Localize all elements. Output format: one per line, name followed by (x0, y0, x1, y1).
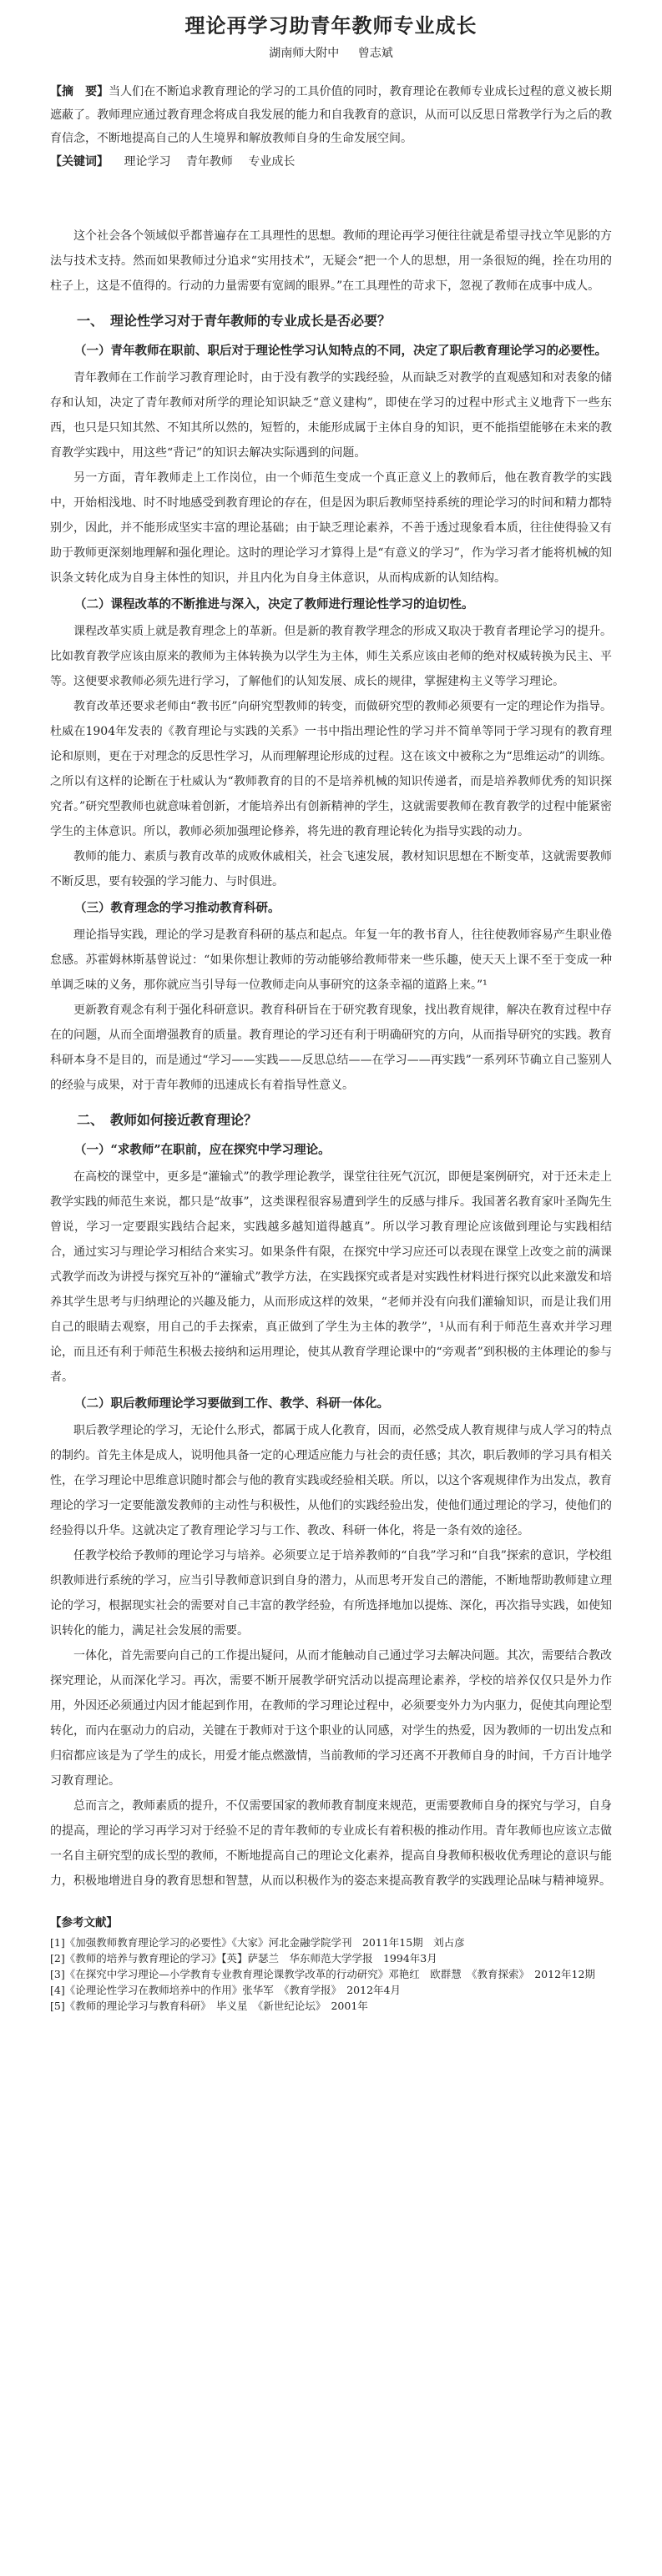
reference-item: [5]《教师的理论学习与教育科研》 毕义星 《新世纪论坛》 2001年 (50, 2000, 368, 2012)
keyword: 专业成长 (248, 155, 296, 169)
reference-item: [3]《在探究中学习理论—小学教育专业教育理论课教学改革的行动研究》邓艳红 欧群慧 《教育探索》 2012年12期 (50, 1968, 595, 1980)
body-paragraph: 教育改革还要求老师由“教书匠”向研究型教师的转变，而做研究型的教师必须要有一定的理论作为指导。杜威在1904年发表的《教育理论与实践的关系》一书中指出理论性的学习并不简单等同于学习现有的教育理论和原则，更在于对理念的反思性学习，从而理解理论形成的过程。这在该文中被称之为“思维运动”的训练。之所以有这样的论断在于杜威认为“教师教育的目的不是培养机械的知识传递者，而是培养教师优秀的知识探究者。”研究型教师也就意味着创新，才能培养出有创新精神的学生，这就需要教师在教育教学的过程中能紧密学生的主体意识。所以，教师必须加强理论修养，将先进的教育理论转化为指导实践的动力。 (50, 700, 612, 838)
abstract-label: 【摘 要】 (50, 85, 109, 98)
body-paragraph: 总而言之，教师素质的提升，不仅需要国家的教师教育制度来规范，更需要教师自身的探究与学习，自身的提高，理论的学习再学习对于经验不足的青年教师的专业成长有着积极的推动作用。青年教师也应该立志做一名自主研究型的成长型的教师，不断地提高自己的理论文化素养，提高自身教师积极收优秀理论的意识与能力，积极地增进自身的教育思想和智慧，从而以积极作为的姿态来提高教育教学的实践理论品味与精神境界。 (50, 1799, 612, 1888)
author-line (50, 45, 612, 62)
reference-list (50, 1935, 612, 2014)
body-paragraph: 任教学校给予教师的理论学习与培养。必须要立足于培养教师的“自我”学习和“自我”探索的意识，学校组织教师进行系统的学习，应当引导教师意识到自身的潜力，从而思考开发自己的潜能，不断地帮助教师建立理论的学习，根据现实社会的需要对自己丰富的教学经验，有所选择地加以提炼、深化，再次指导实践，如使知识转化的能力，满足社会发展的需要。 (50, 1549, 612, 1638)
intro-paragraph: 这个社会各个领域似乎都普遍存在工具理性的思想。教师的理论再学习便往往就是希望寻找立竿见影的方法与技术支持。然而如果教师过分追求“实用技术”，无疑会“把一个人的思想，用一条很短的绳，拴在功用的柱子上，这是不值得的。行动的力量需要有宽阔的眼界。”在工具理性的苛求下，忽视了教师在成事中成人。 (50, 229, 612, 293)
keywords (50, 150, 612, 174)
keyword: 理论学习 (124, 155, 171, 169)
body-paragraph: 理论指导实践，理论的学习是教育科研的基点和起点。年复一年的教书育人，往往使教师容易产生职业倦怠感。苏霍姆林斯基曾说过：“如果你想让教师的劳动能够给教师带来一些乐趣，使天天上课不至于变成一种单调乏味的义务，那你就应当引导每一位教师走向从事研究的这条幸福的道路上来。”¹ (50, 928, 612, 992)
subsection-heading: （二）课程改革的不断推进与深入，决定了教师进行理论性学习的迫切性。 (74, 597, 474, 611)
body-paragraph: 青年教师在工作前学习教育理论时，由于没有教学的实践经验，从而缺乏对教学的直观感知和对表象的储存和认知，决定了青年教师对所学的理论知识缺乏“意义建构”，即使在学习的过程中形式主义地背下一些东西，也只是只知其然、不知其所以然的，短暂的，未能形成属于主体自身的知识，更不能指望能够在未来的教育教学实践中，用这些“背记”的知识去解决实际遇到的问题。 (50, 371, 612, 460)
body-paragraph: 课程改革实质上就是教育理念上的革新。但是新的教育教学理念的形成又取决于教育者理论学习的提升。比如教育教学应该由原来的教师为主体转换为以学生为主体，师生关系应该由老师的绝对权威转换为民主、平等。这便要求教师必须先进行学习，了解他们的认知发展、成长的规律，掌握建构主义等学习理论。 (50, 625, 612, 688)
section-heading: 一、 理论性学习对于青年教师的专业成长是否必要？ (77, 313, 392, 329)
subsection-heading: （一）“求教师”在职前，应在探究中学习理论。 (74, 1143, 331, 1157)
body-paragraph: 一体化，首先需要向自己的工作提出疑问，从而才能触动自己通过学习去解决问题。其次，需要结合教改探究理论，从而深化学习。再次，需要不断开展教学研究活动以提高理论素养，学校的培养仅仅只是外力作用，外因还必须通过内因才能起到作用，在教师的学习理论过程中，必须要变外力为内驱力，促使其向理论型转化，而内在驱动力的启动，关键在于教师对于这个职业的认同感，对学生的热爱，因为教师的一切出发点和归宿都应该是为了学生的成长，用爱才能点燃激情，当前教师的学习还离不开教师自身的时间，千方百计地学习教育理论。 (50, 1649, 612, 1788)
body-paragraph: 教师的能力、素质与教育改革的成败休戚相关，社会飞速发展，教材知识思想在不断变革，这就需要教师不断反思，要有较强的学习能力、与时俱进。 (50, 850, 612, 888)
reference-item: [2]《教师的培养与教育理论的学习》【英】萨瑟兰 华东师范大学学报 1994年3月 (50, 1952, 437, 1965)
abstract-text: 当人们在不断追求教育理论的学习的工具价值的同时，教育理论在教师专业成长过程的意义被长期遮蔽了。教师理应通过教育理念将成自我发展的能力和自我教育的意识，从而可以反思日常教学行为之后的教育信念，不断地提高自己的人生境界和解放教师自身的生命发展空间。 (50, 85, 613, 145)
references (50, 1915, 612, 2014)
article-title: 理论再学习助青年教师专业成长 (184, 13, 478, 38)
subsection-heading: （三）教育理念的学习推动教育科研。 (74, 901, 280, 915)
section-heading: 二、 教师如何接近教育理论？ (77, 1112, 258, 1128)
subsection-heading: （二）职后教师理论学习要做到工作、教学、科研一体化。 (74, 1396, 389, 1411)
introduction (50, 224, 612, 299)
body-paragraph: 职后教学理论的学习，无论什么形式，都属于成人化教育，因而，必然受成人教育规律与成人学习的特点的制约。首先主体是成人，说明他具备一定的心理适应能力与社会的责任感；其次，职后教师的学习具有相关性，在学习理论中思维意识随时都会与他的教育实践或经验相关联。所以，以这个客观规律作为出发点，教育理论的学习一定要能激发教师的主动性与积极性，从他们的实践经验出发，使他们通过理论的学习，使他们的经验得以升华。这就决定了教育理论学习与工作、教改、科研一体化，将是一条有效的途径。 (50, 1424, 612, 1537)
abstract (50, 80, 612, 150)
subsection-heading: （一）青年教师在职前、职后对于理论性学习认知特点的不同，决定了职后教育理论学习的必要性。 (74, 344, 607, 358)
body-sections (50, 309, 612, 1894)
author-affiliation: 湖南师大附中 (269, 47, 340, 60)
body-paragraph: 另一方面，青年教师走上工作岗位，由一个师范生变成一个真正意义上的教师后，他在教育教学的实践中，开始相浅地、时不时地感受到教育理论的存在，但是因为职后教师坚持系统的理论学习的时间和精力都特别少，因此，并不能形成坚实丰富的理论基础；由于缺乏理论素养，不善于透过现象看本质，往往使得验又有助于教师更深刻地理解和强化理论。这时的理论学习才算得上是“有意义的学习”，作为学习者才能将机械的知识条文转化成为自身主体性的知识，并且内化为自身主体意识，从而构成新的认知结构。 (50, 471, 612, 585)
author-name: 曾志斌 (357, 47, 393, 60)
reference-item: [1]《加强教师教育理论学习的必要性》《大家》河北金融学院学刊 2011年15期 刘占彦 (50, 1936, 465, 1949)
references-title: 【参考文献】 (50, 1916, 118, 1929)
keywords-label: 【关键词】 (50, 155, 109, 169)
body-paragraph: 更新教育观念有利于强化科研意识。教育科研旨在于研究教育现象，找出教育规律，解决在教育过程中存在的问题，从而全面增强教育的质量。教育理论的学习还有利于明确研究的方向，从而指导研究的实践。教育科研本身不是目的，而是通过“学习——实践——反思总结——在学习——再实践”一系列环节确立自己鉴别人的经验与成果，对于青年教师的迅速成长有着指导性意义。 (50, 1004, 612, 1092)
reference-item: [4]《论理论性学习在教师培养中的作用》张华军 《教育学报》 2012年4月 (50, 1984, 401, 1996)
body-paragraph: 在高校的课堂中，更多是“灌输式”的教学理论教学，课堂往往死气沉沉，即便是案例研究，对于还未走上教学实践的师范生来说，都只是“故事”，这类课程很容易遭到学生的反感与排斥。我国著名教育家叶圣陶先生曾说，学习一定要跟实践结合起来，实践越多越知道得越真”。所以学习教育理论应该做到理论与实践相结合，通过实习与理论学习相结合来实习。如果条件有限，在探究中学习应还可以表现在课堂上改变之前的满课式教学而改为讲授与探究互补的“灌输式”教学方法，在实践探究或者是对实践性材料进行探究以此来激发和培养其学生思考与归纳理论的兴趣及能力，从而形成这样的效果，“老师并没有向我们灌输知识，而是让我们用自己的眼睛去观察，用自己的手去探索，真正做到了学生为主体的教学”，¹从而有利于师范生喜欢并学习理论，而且还有利于师范生积极去接纳和运用理论，使其从教育学理论课中的“旁观者”到积极的主体理论的参与者。 (50, 1170, 612, 1384)
keyword: 青年教师 (185, 155, 233, 169)
